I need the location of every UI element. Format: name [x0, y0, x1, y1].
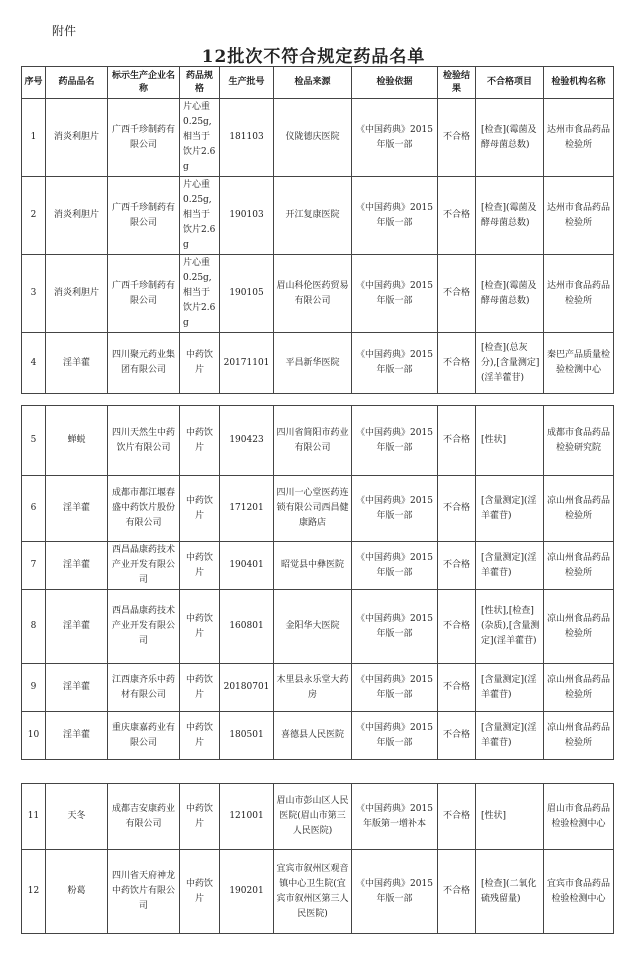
failed-items: [含量测定](淫羊藿苷)	[476, 712, 544, 760]
manufacturer: 西昌晶康药技术产业开发有限公司	[108, 542, 180, 590]
table-section-2	[21, 405, 614, 760]
specification: 片心重0.25g,相当于饮片2.6g	[180, 255, 220, 333]
row-no: 9	[22, 664, 46, 712]
test-result: 不合格	[438, 712, 476, 760]
test-institution: 达州市食品药品检验所	[544, 99, 614, 177]
table-row	[22, 406, 614, 476]
test-basis: 《中国药典》2015年版一部	[352, 333, 438, 394]
drug-name: 蝉蜕	[46, 406, 108, 476]
row-no: 6	[22, 476, 46, 542]
sample-source: 宜宾市叙州区观音镇中心卫生院(宜宾市叙州区第三人民医院)	[274, 850, 352, 934]
failed-items: [检查](总灰分),[含量测定](淫羊藿苷)	[476, 333, 544, 394]
specification: 片心重0.25g,相当于饮片2.6g	[180, 99, 220, 177]
sample-source: 金阳华大医院	[274, 590, 352, 664]
test-institution: 凉山州食品药品检验所	[544, 590, 614, 664]
header-cell: 药品品名	[46, 67, 108, 99]
manufacturer: 江西康齐乐中药材有限公司	[108, 664, 180, 712]
failed-items: [检查](霉菌及酵母菌总数)	[476, 177, 544, 255]
specification: 中药饮片	[180, 664, 220, 712]
test-basis: 《中国药典》2015年版一部	[352, 406, 438, 476]
batch-no: 190103	[220, 177, 274, 255]
test-basis: 《中国药典》2015年版第一增补本	[352, 784, 438, 850]
manufacturer: 四川省天府神龙中药饮片有限公司	[108, 850, 180, 934]
test-institution: 凉山州食品药品检验所	[544, 712, 614, 760]
sample-source: 平昌新华医院	[274, 333, 352, 394]
sample-source: 昭觉县中彝医院	[274, 542, 352, 590]
test-basis: 《中国药典》2015年版一部	[352, 542, 438, 590]
test-basis: 《中国药典》2015年版一部	[352, 712, 438, 760]
manufacturer: 广西千珍制药有限公司	[108, 99, 180, 177]
drug-name: 天冬	[46, 784, 108, 850]
header-cell: 不合格项目	[476, 67, 544, 99]
failed-items: [检查](二氧化硫残留量)	[476, 850, 544, 934]
table-row	[22, 590, 614, 664]
row-no: 1	[22, 99, 46, 177]
header-cell: 序号	[22, 67, 46, 99]
specification: 中药饮片	[180, 784, 220, 850]
test-institution: 达州市食品药品检验所	[544, 255, 614, 333]
test-result: 不合格	[438, 664, 476, 712]
failed-items: [性状]	[476, 406, 544, 476]
manufacturer: 重庆康嘉药业有限公司	[108, 712, 180, 760]
test-institution: 达州市食品药品检验所	[544, 177, 614, 255]
manufacturer: 四川天然生中药饮片有限公司	[108, 406, 180, 476]
batch-no: 190423	[220, 406, 274, 476]
test-result: 不合格	[438, 784, 476, 850]
batch-no: 181103	[220, 99, 274, 177]
row-no: 8	[22, 590, 46, 664]
drug-name: 淫羊藿	[46, 712, 108, 760]
failed-items: [含量测定](淫羊藿苷)	[476, 542, 544, 590]
batch-no: 20171101	[220, 333, 274, 394]
test-basis: 《中国药典》2015年版一部	[352, 850, 438, 934]
row-no: 4	[22, 333, 46, 394]
table-row	[22, 333, 614, 394]
header-cell: 药品规格	[180, 67, 220, 99]
test-result: 不合格	[438, 177, 476, 255]
sample-source: 仪陇德庆医院	[274, 99, 352, 177]
failed-items: [含量测定](淫羊藿苷)	[476, 476, 544, 542]
table-row	[22, 784, 614, 850]
manufacturer: 西昌晶康药技术产业开发有限公司	[108, 590, 180, 664]
manufacturer: 成都吉安康药业有限公司	[108, 784, 180, 850]
test-result: 不合格	[438, 406, 476, 476]
test-institution: 凉山州食品药品检验所	[544, 542, 614, 590]
drug-name: 淫羊藿	[46, 664, 108, 712]
table-row	[22, 99, 614, 177]
drug-name: 消炎利胆片	[46, 99, 108, 177]
table-row	[22, 255, 614, 333]
drug-name: 消炎利胆片	[46, 255, 108, 333]
specification: 中药饮片	[180, 850, 220, 934]
test-institution: 成都市食品药品检验研究院	[544, 406, 614, 476]
row-no: 2	[22, 177, 46, 255]
header-cell: 检验结果	[438, 67, 476, 99]
attachment-label: 附件	[52, 24, 77, 38]
row-no: 5	[22, 406, 46, 476]
table-row	[22, 177, 614, 255]
table-row	[22, 712, 614, 760]
specification: 中药饮片	[180, 712, 220, 760]
batch-no: 160801	[220, 590, 274, 664]
test-result: 不合格	[438, 99, 476, 177]
drug-name: 淫羊藿	[46, 542, 108, 590]
sample-source: 四川一心堂医药连锁有限公司西昌健康路店	[274, 476, 352, 542]
table-section-3	[21, 783, 614, 934]
table-row	[22, 850, 614, 934]
page-title: 12批次不符合规定药品名单	[201, 47, 426, 67]
sample-source: 喜德县人民医院	[274, 712, 352, 760]
header-cell: 检品来源	[274, 67, 352, 99]
sample-source: 眉山市彭山区人民医院(眉山市第三人民医院)	[274, 784, 352, 850]
failed-items: [检查](霉菌及酵母菌总数)	[476, 255, 544, 333]
test-institution: 凉山州食品药品检验所	[544, 664, 614, 712]
test-institution: 秦巴产品质量检验检测中心	[544, 333, 614, 394]
failed-items: [性状],[检查](杂质),[含量测定](淫羊藿苷)	[476, 590, 544, 664]
test-result: 不合格	[438, 850, 476, 934]
test-basis: 《中国药典》2015年版一部	[352, 255, 438, 333]
test-institution: 眉山市食品药品检验检测中心	[544, 784, 614, 850]
manufacturer: 成都市都江堰春盛中药饮片股份有限公司	[108, 476, 180, 542]
header-cell: 检验依据	[352, 67, 438, 99]
header-cell: 检验机构名称	[544, 67, 614, 99]
batch-no: 190105	[220, 255, 274, 333]
test-result: 不合格	[438, 476, 476, 542]
row-no: 3	[22, 255, 46, 333]
test-result: 不合格	[438, 542, 476, 590]
table-section-1	[21, 66, 614, 394]
table-row	[22, 664, 614, 712]
failed-items: [检查](霉菌及酵母菌总数)	[476, 99, 544, 177]
sample-source: 眉山科伦医药贸易有限公司	[274, 255, 352, 333]
specification: 中药饮片	[180, 590, 220, 664]
test-basis: 《中国药典》2015年版一部	[352, 476, 438, 542]
specification: 中药饮片	[180, 476, 220, 542]
row-no: 11	[22, 784, 46, 850]
row-no: 7	[22, 542, 46, 590]
specification: 中药饮片	[180, 542, 220, 590]
sample-source: 开江复康医院	[274, 177, 352, 255]
drug-name: 淫羊藿	[46, 590, 108, 664]
row-no: 12	[22, 850, 46, 934]
batch-no: 171201	[220, 476, 274, 542]
batch-no: 121001	[220, 784, 274, 850]
test-institution: 宜宾市食品药品检验检测中心	[544, 850, 614, 934]
manufacturer: 广西千珍制药有限公司	[108, 177, 180, 255]
batch-no: 20180701	[220, 664, 274, 712]
drug-name: 消炎利胆片	[46, 177, 108, 255]
drug-name: 粉葛	[46, 850, 108, 934]
table-row	[22, 476, 614, 542]
test-basis: 《中国药典》2015年版一部	[352, 99, 438, 177]
specification: 片心重0.25g,相当于饮片2.6g	[180, 177, 220, 255]
specification: 中药饮片	[180, 406, 220, 476]
test-result: 不合格	[438, 333, 476, 394]
test-institution: 凉山州食品药品检验所	[544, 476, 614, 542]
manufacturer: 广西千珍制药有限公司	[108, 255, 180, 333]
manufacturer: 四川聚元药业集团有限公司	[108, 333, 180, 394]
failed-items: [含量测定](淫羊藿苷)	[476, 664, 544, 712]
header-cell: 生产批号	[220, 67, 274, 99]
header-cell: 标示生产企业名称	[108, 67, 180, 99]
batch-no: 190401	[220, 542, 274, 590]
test-basis: 《中国药典》2015年版一部	[352, 177, 438, 255]
test-basis: 《中国药典》2015年版一部	[352, 664, 438, 712]
drug-name: 淫羊藿	[46, 333, 108, 394]
table-header-row	[22, 67, 614, 99]
sample-source: 四川省简阳市药业有限公司	[274, 406, 352, 476]
table-row	[22, 542, 614, 590]
test-result: 不合格	[438, 255, 476, 333]
sample-source: 木里县永乐堂大药房	[274, 664, 352, 712]
specification: 中药饮片	[180, 333, 220, 394]
drug-name: 淫羊藿	[46, 476, 108, 542]
test-basis: 《中国药典》2015年版一部	[352, 590, 438, 664]
batch-no: 180501	[220, 712, 274, 760]
batch-no: 190201	[220, 850, 274, 934]
test-result: 不合格	[438, 590, 476, 664]
failed-items: [性状]	[476, 784, 544, 850]
row-no: 10	[22, 712, 46, 760]
